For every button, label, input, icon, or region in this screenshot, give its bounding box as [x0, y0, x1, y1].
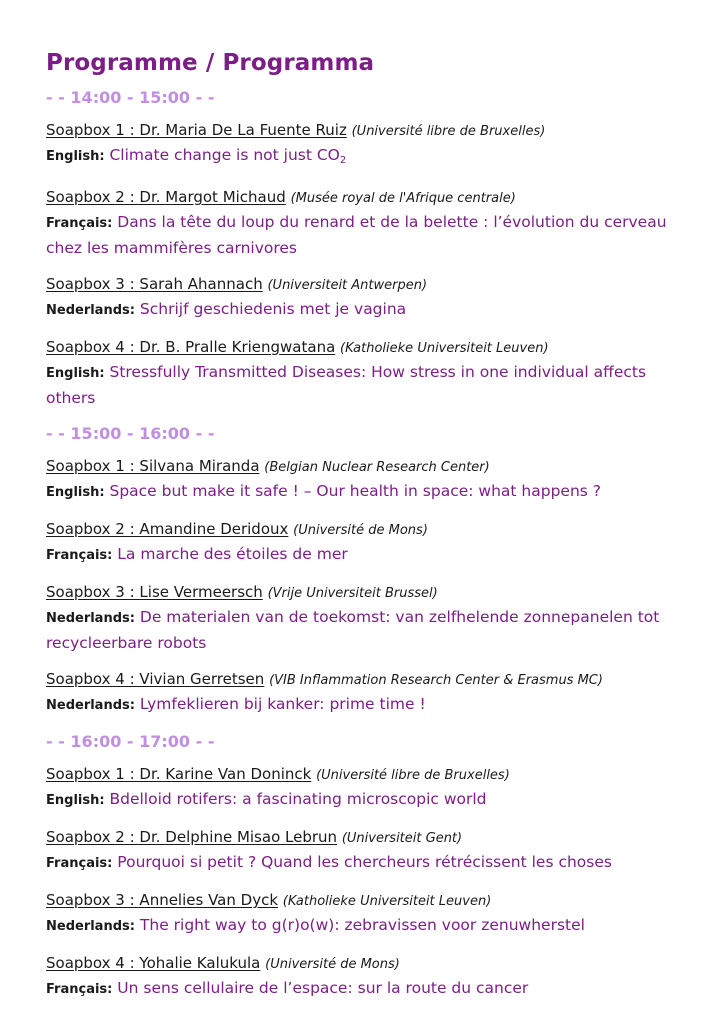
programme-entry — [46, 336, 686, 410]
language-label: English: — [46, 366, 105, 381]
speaker-name: Soapbox 2 : Dr. Delphine Misao Lebrun — [46, 828, 338, 846]
talk-title: Space but make it safe ! – Our health in space: what happens ? — [109, 482, 602, 500]
talk-title-line1: Stressfully Transmitted Diseases: How stress in one individual affects — [109, 363, 647, 381]
institution: (Musée royal de l'Afrique centrale) — [290, 191, 516, 206]
programme-entry — [46, 186, 686, 260]
programme-entry — [46, 952, 686, 1002]
institution: (Universiteit Antwerpen) — [267, 278, 428, 293]
language-label: Français: — [46, 548, 113, 563]
language-label: Nederlands: — [46, 919, 135, 934]
programme-entry — [46, 889, 686, 939]
programme-entry — [46, 826, 686, 876]
speaker-name: Soapbox 4 : Yohalie Kalukula — [46, 954, 261, 972]
programme-entry — [46, 581, 686, 655]
speaker-name: Soapbox 3 : Lise Vermeersch — [46, 583, 263, 601]
language-label: English: — [46, 793, 105, 808]
talk-title: Schrijf geschiedenis met je vagina — [139, 300, 407, 318]
time-slot-label: - - 14:00 - 15:00 - - — [46, 88, 215, 107]
institution: (Belgian Nuclear Research Center) — [264, 460, 490, 475]
programme-entry — [46, 668, 686, 718]
programme-entry — [46, 455, 686, 505]
talk-title-line1: De materialen van de toekomst: van zelfhelende zonnepanelen tot — [139, 608, 660, 626]
language-label: Français: — [46, 216, 113, 231]
speaker-name: Soapbox 4 : Dr. B. Pralle Kriengwatana — [46, 338, 336, 356]
talk-title: La marche des étoiles de mer — [117, 545, 348, 563]
language-label: Nederlands: — [46, 698, 135, 713]
time-slot-label: - - 16:00 - 17:00 - - — [46, 732, 215, 751]
talk-title-subscript: 2 — [339, 155, 347, 166]
talk-title-line2: recycleerbare robots — [46, 634, 207, 652]
speaker-name: Soapbox 1 : Dr. Maria De La Fuente Ruiz — [46, 121, 347, 139]
institution: (Universiteit Gent) — [341, 831, 463, 846]
institution: (Université de Mons) — [293, 523, 428, 538]
talk-title: Un sens cellulaire de l’espace: sur la route du cancer — [117, 979, 529, 997]
language-label: Nederlands: — [46, 611, 135, 626]
institution: (VIB Inflammation Research Center & Erasmus MC) — [269, 673, 603, 688]
talk-title: Lymfeklieren bij kanker: prime time ! — [139, 695, 426, 713]
speaker-name: Soapbox 4 : Vivian Gerretsen — [46, 670, 265, 688]
institution: (Katholieke Universiteit Leuven) — [282, 894, 492, 909]
speaker-name: Soapbox 3 : Annelies Van Dyck — [46, 891, 279, 909]
talk-title-text: Climate change is not just CO — [109, 146, 340, 164]
time-slot-label: - - 15:00 - 16:00 - - — [46, 424, 215, 443]
language-label: Français: — [46, 856, 113, 871]
speaker-name: Soapbox 2 : Amandine Deridoux — [46, 520, 289, 538]
talk-title: The right way to g(r)o(w): zebravissen voor zenuwherstel — [139, 916, 585, 934]
institution: (Université libre de Bruxelles) — [351, 124, 546, 139]
language-label: Français: — [46, 982, 113, 997]
institution: (Université de Mons) — [265, 957, 400, 972]
talk-title: Bdelloid rotifers: a fascinating microscopic world — [109, 790, 487, 808]
language-label: Nederlands: — [46, 303, 135, 318]
talk-title-line2: chez les mammifères carnivores — [46, 239, 298, 257]
speaker-name: Soapbox 1 : Silvana Miranda — [46, 457, 260, 475]
institution: (Université libre de Bruxelles) — [316, 768, 510, 783]
programme-entry — [46, 273, 686, 323]
speaker-name: Soapbox 3 : Sarah Ahannach — [46, 275, 263, 293]
institution: (Vrije Universiteit Brussel) — [267, 586, 438, 601]
talk-title: Pourquoi si petit ? Quand les chercheurs rétrécissent les choses — [117, 853, 612, 871]
page-title: Programme / Programma — [46, 50, 375, 76]
programme-entry — [46, 119, 686, 173]
speaker-name: Soapbox 2 : Dr. Margot Michaud — [46, 188, 286, 206]
language-label: English: — [46, 485, 105, 500]
speaker-name: Soapbox 1 : Dr. Karine Van Doninck — [46, 765, 312, 783]
institution: (Katholieke Universiteit Leuven) — [340, 341, 549, 356]
talk-title-line2: others — [46, 389, 96, 407]
talk-title-line1: Dans la tête du loup du renard et de la belette : l’évolution du cerveau — [117, 213, 667, 231]
programme-entry — [46, 518, 686, 568]
programme-entry — [46, 763, 686, 813]
language-label: English: — [46, 149, 105, 164]
talk-title — [109, 146, 346, 164]
